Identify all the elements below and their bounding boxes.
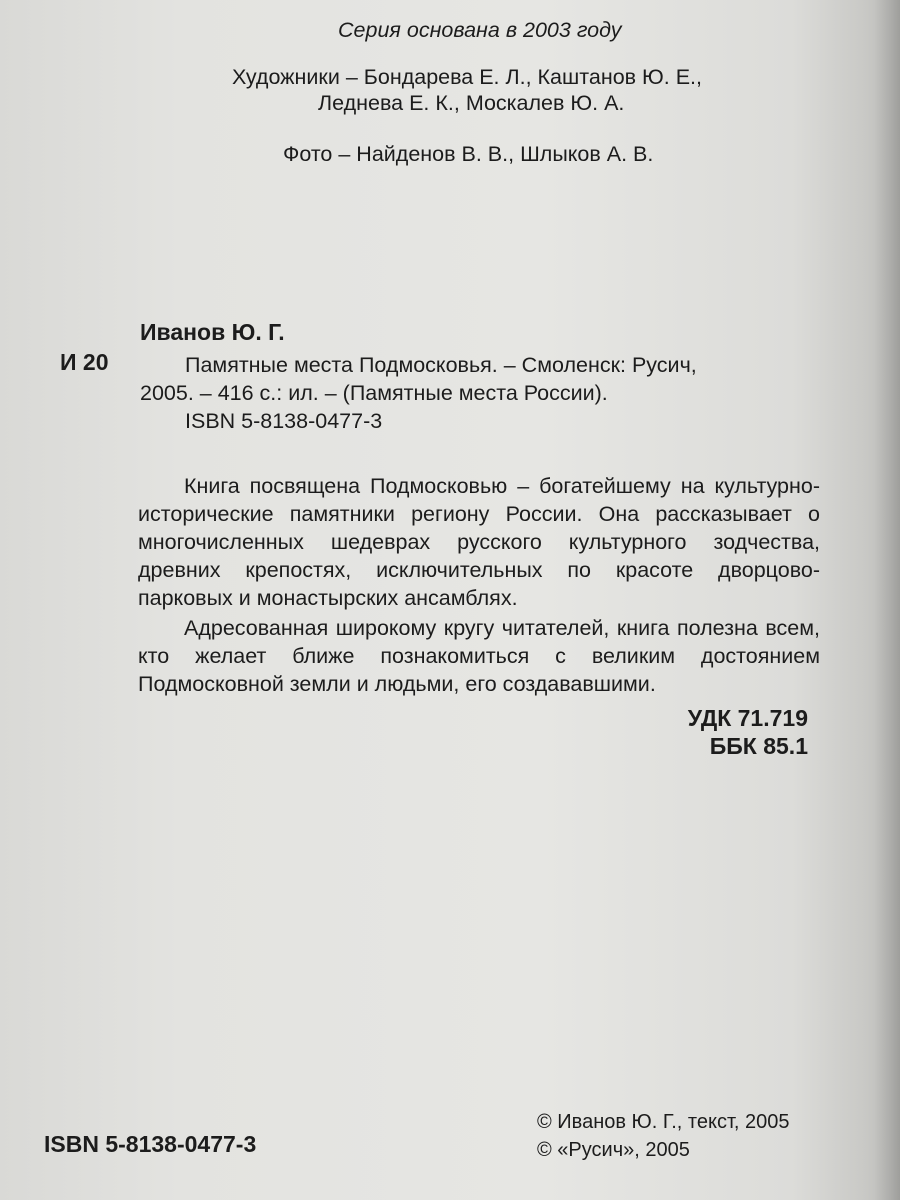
reference-line-2: 2005. – 416 с.: ил. – (Памятные места России).: [140, 381, 608, 405]
copyright-author: © Иванов Ю. Г., текст, 2005: [537, 1111, 790, 1133]
annotation: [138, 472, 820, 698]
bbk-code: ББК 85.1: [709, 733, 808, 759]
page-edge-shadow: [874, 0, 900, 1200]
artists-line-1: Художники – Бондарева Е. Л., Каштанов Ю. Е.,: [232, 65, 703, 89]
reference-isbn: ISBN 5-8138-0477-3: [185, 409, 383, 433]
copyright-publisher: © «Русич», 2005: [537, 1139, 690, 1161]
annotation-paragraph-1: Книга посвящена Подмосковью – богатейшему на культурно-исторические памятники региону России. Она рассказывает о многочисленных шедеврах русского культурного зодчества, древних крепостях, исключительных по красоте дворцово-парковых и монастырских ансамблях.: [138, 474, 820, 610]
series-line: Серия основана в 2003 году: [338, 18, 622, 42]
catalog-author: Иванов Ю. Г.: [140, 319, 285, 345]
author-code: И 20: [60, 349, 109, 375]
reference-line-1: Памятные места Подмосковья. – Смоленск: Русич,: [185, 353, 697, 377]
annotation-paragraph-2: Адресованная широкому кругу читателей, книга полезна всем, кто желает ближе познакомиться с великим достоянием Подмосковной земли и людьми, его создававшими.: [138, 616, 820, 696]
artists-line-2: Леднева Е. К., Москалев Ю. А.: [318, 91, 625, 115]
photo-credits: Фото – Найденов В. В., Шлыков А. В.: [283, 142, 654, 166]
isbn-number: ISBN 5-8138-0477-3: [44, 1131, 257, 1157]
udk-code: УДК 71.719: [687, 705, 808, 731]
